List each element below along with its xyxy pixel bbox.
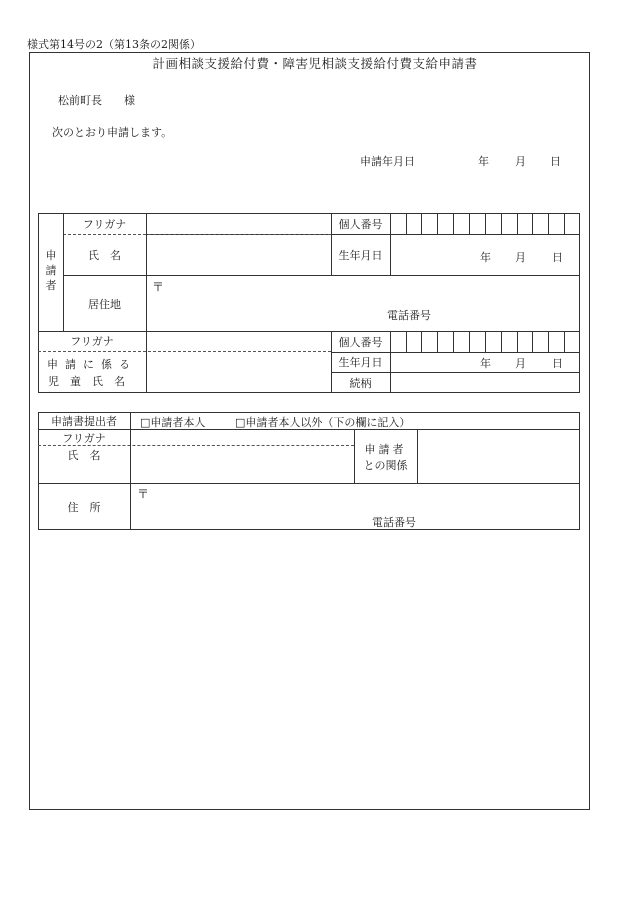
child-label-line2: 児童氏名 — [48, 374, 136, 388]
child-birth-year[interactable]: 年 — [480, 357, 491, 370]
intro-text: 次のとおり申請します。 — [52, 126, 173, 139]
applicant-birth-date-label: 生年月日 — [338, 249, 383, 262]
submitter-option-other[interactable]: □申請者本人以外（下の欄に記入） — [235, 416, 411, 429]
form-title: 計画相談支援給付費・障害児相談支援給付費支給申請書 — [152, 56, 478, 71]
submitter-furigana-label: フリガナ — [62, 431, 106, 445]
applicant-name-field[interactable] — [147, 236, 330, 274]
applicant-phone-label: 電話番号 — [387, 309, 431, 322]
submitter-furigana-field[interactable] — [131, 430, 353, 445]
applicant-residence-field[interactable] — [147, 276, 579, 330]
application-date-year[interactable]: 年 — [478, 155, 489, 168]
submitter-option-self[interactable]: □申請者本人 — [140, 416, 206, 429]
form-number: 様式第14号の2（第13条の2関係） — [27, 38, 201, 51]
child-furigana-field[interactable] — [147, 332, 330, 351]
child-relationship-field[interactable] — [391, 373, 579, 392]
child-birth-date-label: 生年月日 — [338, 356, 383, 369]
addressee: 松前町長 様 — [58, 94, 135, 107]
applicant-birth-month[interactable]: 月 — [515, 251, 526, 264]
submitter-address-label: 住 所 — [67, 501, 101, 514]
applicant-section-label: 申請者 — [45, 249, 57, 292]
submitter-relation-line2: との関係 — [363, 458, 408, 472]
child-name-field[interactable] — [147, 353, 330, 392]
applicant-personal-number-label: 個人番号 — [338, 217, 383, 231]
submitter-address-field[interactable] — [131, 484, 579, 529]
child-label-line1: 申請に係る — [47, 357, 137, 371]
child-personal-number-label: 個人番号 — [338, 335, 383, 349]
submitter-postal-mark: 〒 — [137, 487, 150, 501]
submitter-label: 申請書提出者 — [51, 414, 117, 428]
application-date-label: 申請年月日 — [360, 155, 415, 168]
submitter-relation-field[interactable] — [418, 430, 579, 482]
child-birth-month[interactable]: 月 — [515, 357, 526, 370]
applicant-furigana-label: フリガナ — [82, 217, 127, 231]
applicant-birth-day[interactable]: 日 — [552, 251, 563, 264]
submitter-relation-line1: 申請者 — [364, 442, 407, 456]
application-date-month[interactable]: 月 — [515, 155, 526, 168]
submitter-name-field[interactable] — [131, 446, 353, 482]
applicant-name-label: 氏 名 — [88, 249, 121, 262]
submitter-phone-label: 電話番号 — [372, 516, 416, 529]
child-relationship-label: 続柄 — [349, 376, 372, 390]
applicant-residence-label: 居住地 — [88, 297, 121, 311]
applicant-furigana-field[interactable] — [147, 214, 330, 233]
child-birth-day[interactable]: 日 — [552, 357, 563, 370]
application-date-day[interactable]: 日 — [550, 155, 561, 168]
applicant-postal-mark: 〒 — [152, 280, 165, 294]
child-furigana-label: フリガナ — [70, 335, 114, 348]
submitter-name-label: 氏 名 — [67, 448, 101, 462]
applicant-birth-year[interactable]: 年 — [480, 251, 491, 264]
